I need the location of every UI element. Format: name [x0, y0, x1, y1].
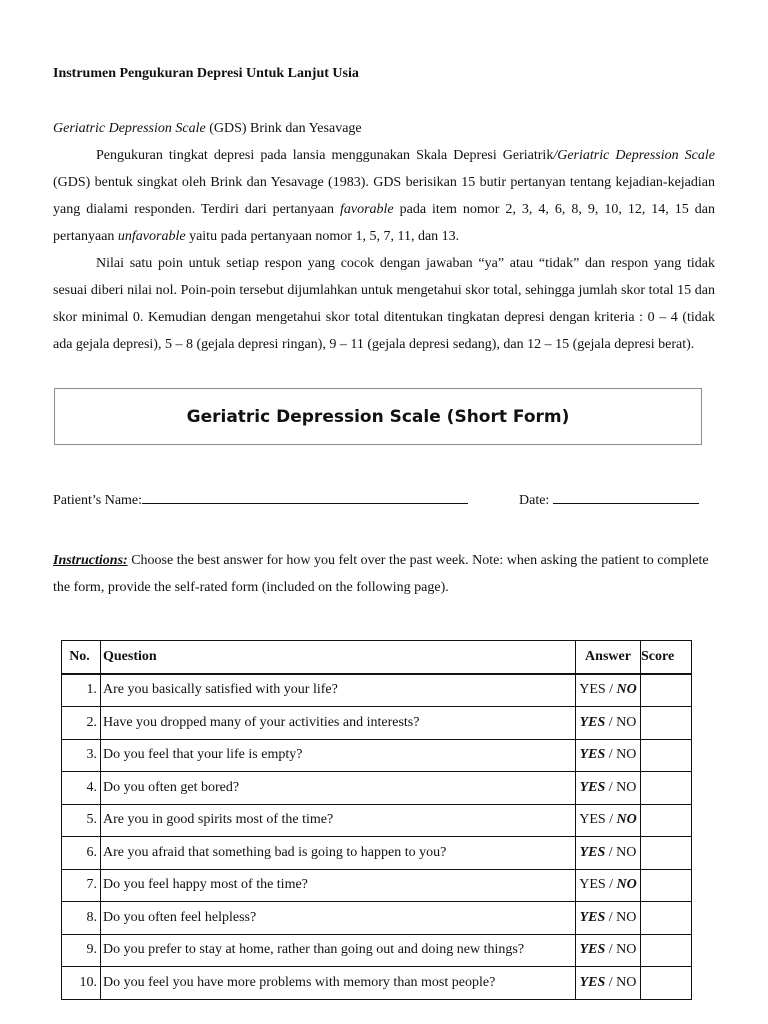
table-row	[62, 902, 692, 935]
answer-separator: /	[605, 877, 617, 893]
table-row	[62, 869, 692, 902]
answer-no[interactable]: NO	[616, 812, 637, 828]
answer-no[interactable]: NO	[616, 714, 637, 730]
answer-no[interactable]: NO	[616, 747, 637, 763]
answer-separator: /	[605, 844, 617, 860]
instructions-label: Instructions:	[53, 553, 128, 568]
question-number: 8.	[62, 902, 101, 935]
question-text: Do you often get bored?	[101, 772, 576, 805]
para1-italic-1: /Geriatric Depression Scale	[553, 148, 715, 163]
question-text: Are you in good spirits most of the time?	[101, 804, 576, 837]
score-cell[interactable]	[641, 772, 692, 805]
answer-cell[interactable]	[576, 902, 641, 935]
form-title: Geriatric Depression Scale (Short Form)	[186, 406, 570, 427]
header-score: Score	[641, 641, 692, 674]
question-number: 9.	[62, 934, 101, 967]
table-row	[62, 739, 692, 772]
question-text: Do you feel you have more problems with memory than most people?	[101, 967, 576, 1000]
answer-cell[interactable]	[576, 707, 641, 740]
table-row	[62, 804, 692, 837]
header-answer: Answer	[576, 641, 641, 674]
score-cell[interactable]	[641, 837, 692, 870]
answer-separator: /	[605, 974, 617, 990]
table-row	[62, 772, 692, 805]
answer-no[interactable]: NO	[616, 844, 637, 860]
answer-separator: /	[605, 779, 617, 795]
answer-separator: /	[605, 714, 617, 730]
para1-italic-favorable: favorable	[339, 202, 394, 217]
score-cell[interactable]	[641, 707, 692, 740]
score-cell[interactable]	[641, 804, 692, 837]
answer-cell[interactable]	[576, 837, 641, 870]
form-title-box	[54, 388, 702, 445]
question-number: 6.	[62, 837, 101, 870]
answer-cell[interactable]	[576, 934, 641, 967]
answer-yes[interactable]: YES	[579, 812, 606, 828]
question-number: 5.	[62, 804, 101, 837]
question-text: Do you feel that your life is empty?	[101, 739, 576, 772]
question-number: 1.	[62, 674, 101, 707]
score-cell[interactable]	[641, 934, 692, 967]
table-header-row	[62, 641, 692, 674]
score-cell[interactable]	[641, 967, 692, 1000]
document-subtitle	[53, 121, 362, 137]
question-text: Have you dropped many of your activities and interests?	[101, 707, 576, 740]
question-text: Do you prefer to stay at home, rather than going out and doing new things?	[101, 934, 576, 967]
answer-yes[interactable]: YES	[579, 909, 606, 925]
para1-italic-unfavorable: unfavorable	[117, 229, 186, 244]
question-text: Are you basically satisfied with your life?	[101, 674, 576, 707]
score-cell[interactable]	[641, 869, 692, 902]
instructions-text: Choose the best answer for how you felt over the past week. Note: when asking the patient to complete the form, provide the self-rated form (included on the following page).	[53, 553, 709, 595]
table-row	[62, 967, 692, 1000]
subtitle-italic: Geriatric Depression Scale	[53, 121, 206, 136]
question-text: Do you often feel helpless?	[101, 902, 576, 935]
answer-no[interactable]: NO	[616, 942, 637, 958]
question-number: 4.	[62, 772, 101, 805]
answer-separator: /	[605, 909, 617, 925]
answer-yes[interactable]: YES	[579, 974, 606, 990]
document-heading: Instrumen Pengukuran Depresi Untuk Lanjut Usia	[53, 66, 359, 81]
answer-no[interactable]: NO	[616, 779, 637, 795]
answer-cell[interactable]	[576, 739, 641, 772]
answer-no[interactable]: NO	[616, 877, 637, 893]
answer-yes[interactable]: YES	[579, 877, 606, 893]
answer-cell[interactable]	[576, 869, 641, 902]
para1-text-3: pada item nomor 2, 3, 4, 6, 8, 9, 10, 12, 14, 15 dan pertanyaan	[53, 202, 715, 244]
para1-text-4: yaitu pada pertanyaan nomor 1, 5, 7, 11, dan 13.	[185, 229, 460, 244]
score-cell[interactable]	[641, 739, 692, 772]
table-row	[62, 674, 692, 707]
intro-paragraph	[53, 142, 715, 250]
gds-table	[61, 640, 692, 1000]
answer-yes[interactable]: YES	[579, 779, 606, 795]
answer-cell[interactable]	[576, 804, 641, 837]
para2-text: Nilai satu poin untuk setiap respon yang cocok dengan jawaban “ya” atau “tidak” dan respon yang tidak sesuai diberi nilai nol. Poin-poin tersebut dijumlahkan untuk mengetahui skor total, sehingga jumlah skor total 15 dan skor minimal 0. Kemudian dengan mengetahui skor total ditentukan tingkatan depresi dengan kriteria : 0 – 4 (tidak ada gejala depresi), 5 – 8 (gejala depresi ringan), 9 – 11 (gejala depresi sedang), dan 12 – 15 (gejala depresi berat).	[53, 256, 715, 352]
answer-separator: /	[605, 747, 617, 763]
question-text: Are you afraid that something bad is going to happen to you?	[101, 837, 576, 870]
question-number: 3.	[62, 739, 101, 772]
date-line[interactable]	[553, 489, 699, 504]
question-number: 2.	[62, 707, 101, 740]
answer-no[interactable]: NO	[616, 682, 637, 698]
para1-text-2: (GDS) bentuk singkat oleh Brink dan Yesavage (1983). GDS berisikan 15 butir pertanyan tentang kejadian-kejadian yang dialami responden. Terdiri dari pertanyaan	[53, 175, 715, 217]
answer-yes[interactable]: YES	[579, 682, 606, 698]
patient-name-label: Patient’s Name:	[53, 493, 143, 508]
para1-text-1: Pengukuran tingkat depresi pada lansia menggunakan Skala Depresi Geriatrik	[96, 148, 554, 163]
instructions	[53, 547, 715, 601]
answer-yes[interactable]: YES	[579, 942, 606, 958]
date-field	[519, 489, 699, 509]
patient-name-line[interactable]	[142, 489, 468, 504]
answer-separator: /	[605, 942, 617, 958]
answer-separator: /	[605, 812, 617, 828]
question-text: Do you feel happy most of the time?	[101, 869, 576, 902]
table-row	[62, 837, 692, 870]
question-number: 7.	[62, 869, 101, 902]
table-row	[62, 934, 692, 967]
answer-no[interactable]: NO	[616, 909, 637, 925]
answer-separator: /	[605, 682, 617, 698]
score-cell[interactable]	[641, 674, 692, 707]
patient-name-field	[53, 489, 468, 509]
answer-cell[interactable]	[576, 967, 641, 1000]
score-cell[interactable]	[641, 902, 692, 935]
answer-yes[interactable]: YES	[579, 844, 606, 860]
answer-no[interactable]: NO	[616, 974, 637, 990]
answer-cell[interactable]	[576, 772, 641, 805]
date-label: Date:	[519, 493, 553, 508]
subtitle-rest: (GDS) Brink dan Yesavage	[205, 121, 362, 136]
header-question: Question	[101, 641, 576, 674]
answer-yes[interactable]: YES	[579, 747, 606, 763]
answer-cell[interactable]	[576, 674, 641, 707]
answer-yes[interactable]: YES	[579, 714, 606, 730]
scoring-paragraph	[53, 250, 715, 358]
header-no: No.	[62, 641, 101, 674]
question-number: 10.	[62, 967, 101, 1000]
table-row	[62, 707, 692, 740]
